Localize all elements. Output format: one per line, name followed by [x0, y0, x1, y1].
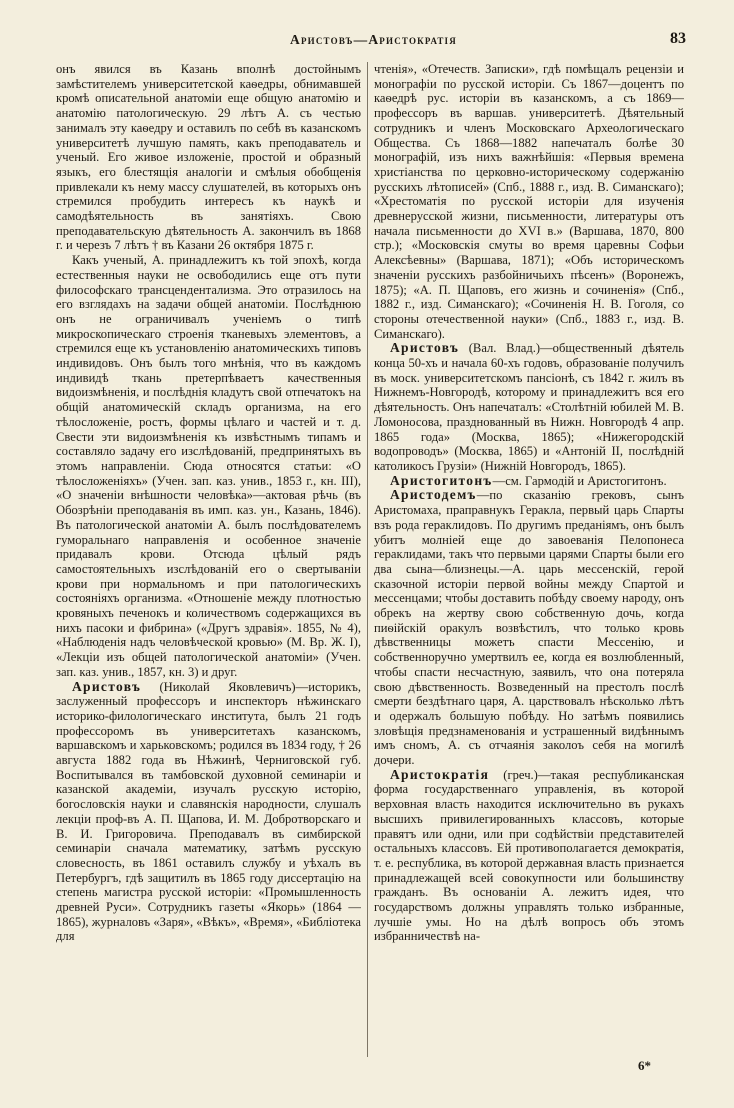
entry-aristogiton [374, 474, 684, 489]
page-header [0, 30, 734, 54]
entry-text: (Николай Яковлевичъ)—историкъ, заслуженный профессоръ и инспекторъ нѣжинскаго историко-филологическаго института, былъ 21 годъ профессоромъ въ университетахъ казанскомъ, варшавскомъ и харьковскомъ; родился въ 1834 году, † 26 августа 1882 года въ Нѣжинѣ, Черниговской губ. Воспитывался въ тамбовской духовной семинаріи и казанской академіи, изучалъ русскую исторію, богословскія науки и славянскія народности, слушалъ лекціи проф-въ А. П. Щапова, И. М. Добротворскаго и В. И. Григоровича. Преподавалъ въ симбирской семинаріи сначала математику, затѣмъ русскую словесность, въ 1861 оставилъ службу и уѣхалъ въ Петербургъ, гдѣ защитилъ въ 1865 году диссертацію на степень магистра русской исторіи: «Промышленность древней Руси». Сотрудникъ газеты «Якорь» (1864 — 1865), журналовъ «Заря», «Вѣкъ», «Время», «Библіотека для [56, 679, 361, 944]
entry-headword: Аристодемъ [390, 487, 477, 503]
entry-aristov-val [374, 341, 684, 473]
entry-text: —по сказанію грековъ, сынъ Аристомаха, праправнукъ Геракла, первый царь Спарты взъ рода гераклидовъ. По другимъ преданіямъ, онъ былъ убитъ молніей еще до завоеванія Пелопонеса гераклидами, такъ что первыми царями Спарты были его два сына—близнецы.—А. царь мессенскій, герой сказочной исторіи первой войны между Спартой и мессенцами; чтобы доставить побѣду своему народу, онъ обрекъ на жертву свою собственную дочь, когда пиѳійскій оракулъ возвѣстилъ, что только кровь дѣвственницы можетъ спасти Мессенію, и собственноручно умертвилъ ее, когда ея возлюбленный, чтобы спасти несчастную, заявилъ, что она потеряла свою дѣвственность. Возведенный на престолъ послѣ смерти бездѣтнаго царя, А. царствовалъ нѣсколько лѣтъ и одержалъ большую побѣду. Но затѣмъ появились зловѣщія предзнаменованія и устрашенный видѣннымъ имъ сномъ, А. съ отчаянія заколоъ себя на могилѣ дочери. [374, 488, 684, 768]
entry-text: —см. Гармодій и Аристогитонъ. [492, 473, 667, 488]
entry-aristokratiya [374, 768, 684, 944]
left-column [56, 62, 361, 1062]
entry-headword: Аристовъ [72, 678, 142, 694]
entry-text: (греч.)—такая республиканская форма государственнаго управленія, въ которой верховная власть находится исключительно въ рукахъ высшихъ привилегированныхъ классовъ, которые правятъ или одни, или при содѣйствіи представителей остальныхъ классовъ. Ей противополагается демократія, т. е. республика, въ которой державная власть признается принадлежащей всей совокупности или большинству гражданъ. Въ основаніи А. лежитъ идея, что государствомъ должны управлять только избранные, лучшіе умы. Но на дѣлѣ вопросъ объ этомъ избранничествѣ на- [374, 767, 684, 944]
entry-aristov-nikolai [56, 680, 361, 945]
signature-mark: 6* [638, 1058, 651, 1073]
column-divider [367, 62, 368, 1057]
paragraph: чтенія», «Отечеств. Записки», гдѣ помѣщалъ рецензіи и монографіи по русской исторіи. Съ 1867—доцентъ по каѳедрѣ рус. исторіи въ казанскомъ, а съ 1869—профессоръ въ варшав. университетѣ. Дѣятельный сотрудникъ и членъ Московскаго Археологическаго Общества. Съ 1868—1882 напечаталъ болѣе 30 монографій, изъ нихъ важнѣйшія: «Первыя времена христіанства по церковно-историческому содержанію русскихъ лѣтописей» (Спб., 1888 г., изд. В. Симанскаго); «Хрестоматія по русской исторіи для изученія древнерусской жизни, письменности, литературы отъ начала письменности до XVI в.» (Варшава, 1870, 800 стр.); «Московскія смуты во время царевны Софьи Алексѣевны» (Варшава, 1871); «Объ историческомъ значеніи русскихъ разбойничьихъ пѣсенъ» (Воронежъ, 1875); «А. П. Щаповъ, его жизнь и сочиненія» (Спб., 1882 г., изд. Симанскаго); «Сочиненія Н. В. Гоголя, со стороны отечественной науки» (Спб., 1883 г., изд. В. Симанскаго). [374, 62, 684, 341]
entry-headword: Аристовъ [390, 340, 460, 356]
entry-text: (Вал. Влад.)—общественный дѣятель конца 50-хъ и начала 60-хъ годовъ, образованіе получилъ въ моск. университетскомъ пансіонѣ, съ 1842 г. жилъ въ Нижнемъ-Новгородѣ, которому и принадлежитъ вся его дѣятельность. Онъ напечаталъ: «Столѣтній юбилей М. В. Ломоносова, празднованный въ Нижн. Новгородѣ 4 апр. 1865 года» (Москва, 1865); «Нижегородскій водопроводъ» (Москва, 1865) и «Антоній II, послѣдній католикосъ Грузіи» (Нижній Новгородъ, 1865). [374, 341, 684, 473]
page-number: 83 [670, 30, 686, 47]
entry-headword: Аристогитонъ [390, 472, 493, 488]
entry-headword: Аристократія [390, 766, 490, 782]
right-column [374, 62, 684, 1062]
paragraph: Какъ ученый, А. принадлежитъ къ той эпохѣ, когда естественныя науки не освободились еще отъ пути философскаго трансцендентализма. Это отразилось на его взглядахъ на задачи общей анатоміи. Послѣднюю онъ не ограничивалъ ученіемъ о типѣ микроскопическаго строенія тканевыхъ элементовъ, а стремился еще къ установленію анатомическихъ типовъ индивидовъ. Онъ былъ того мнѣнія, что въ каждомъ индивидѣ ткань претерпѣваетъ качественныя видоизмѣненія, и послѣднія кладутъ свой отпечатокъ на общій анатомическій складъ организма, на его тѣлосложеніе, ростъ, формы цѣлаго и частей и т. д. Свести эти видоизмѣненія къ извѣстнымъ типамъ и составляло задачу его изслѣдованій, предпринятыхъ въ этомъ направленіи. Сюда относятся статьи: «О тѣлосложеніяхъ» (Учен. зап. каз. унив., 1853 г., кн. III), «О значеніи внѣшности человѣка»—актовая рѣчь (въ Обозрѣніи преподаванія въ имп. каз. ун., Казань, 1846). Въ патологической анатоміи А. былъ послѣдователемъ гуморальнаго направленія и особенное значеніе придавалъ крови. Отсюда цѣлый рядъ самостоятельныхъ изслѣдованій его о свертываніи крови при нормальномъ и при патологическихъ состояніяхъ организма. «Отношеніе между плотностью кровяныхъ печенокъ и количествомъ содержащихся въ нихъ пасоки и фибрина» («Другъ здравія». 1855, № 4), «Наблюденія надъ человѣческой кровью» (М. Вр. Ж. I), «Лекціи изъ общей патологической анатоміи» (Учен. зап. каз. унив., 1857, кн. 3) и друг. [56, 253, 361, 679]
entry-aristodem [374, 488, 684, 767]
paragraph: онъ явился въ Казань вполнѣ достойнымъ замѣстителемъ университетской каѳедры, обнимавшей кромѣ описательной анатоміи еще общую анатомію и анатомію патологическую. 29 лѣтъ А. съ честью занималъ эту каѳедру и оставилъ по себѣ въ казанскомъ университетѣ лучшую память, какъ преподаватель и ученый. Его живое изложеніе, простой и образный языкъ, его блестящія аналогіи и смѣлыя обобщенія привлекали къ нему массу слушателей, въ которыхъ онъ стремился пробудить интересъ къ наукѣ и самодѣятельность въ занятіяхъ. Свою преподавательскую дѣятельность А. закончилъ въ 1868 г. и черезъ 7 лѣтъ † въ Казани 26 октября 1875 г. [56, 62, 361, 253]
running-head: Аристовъ—Аристократія [290, 32, 457, 47]
